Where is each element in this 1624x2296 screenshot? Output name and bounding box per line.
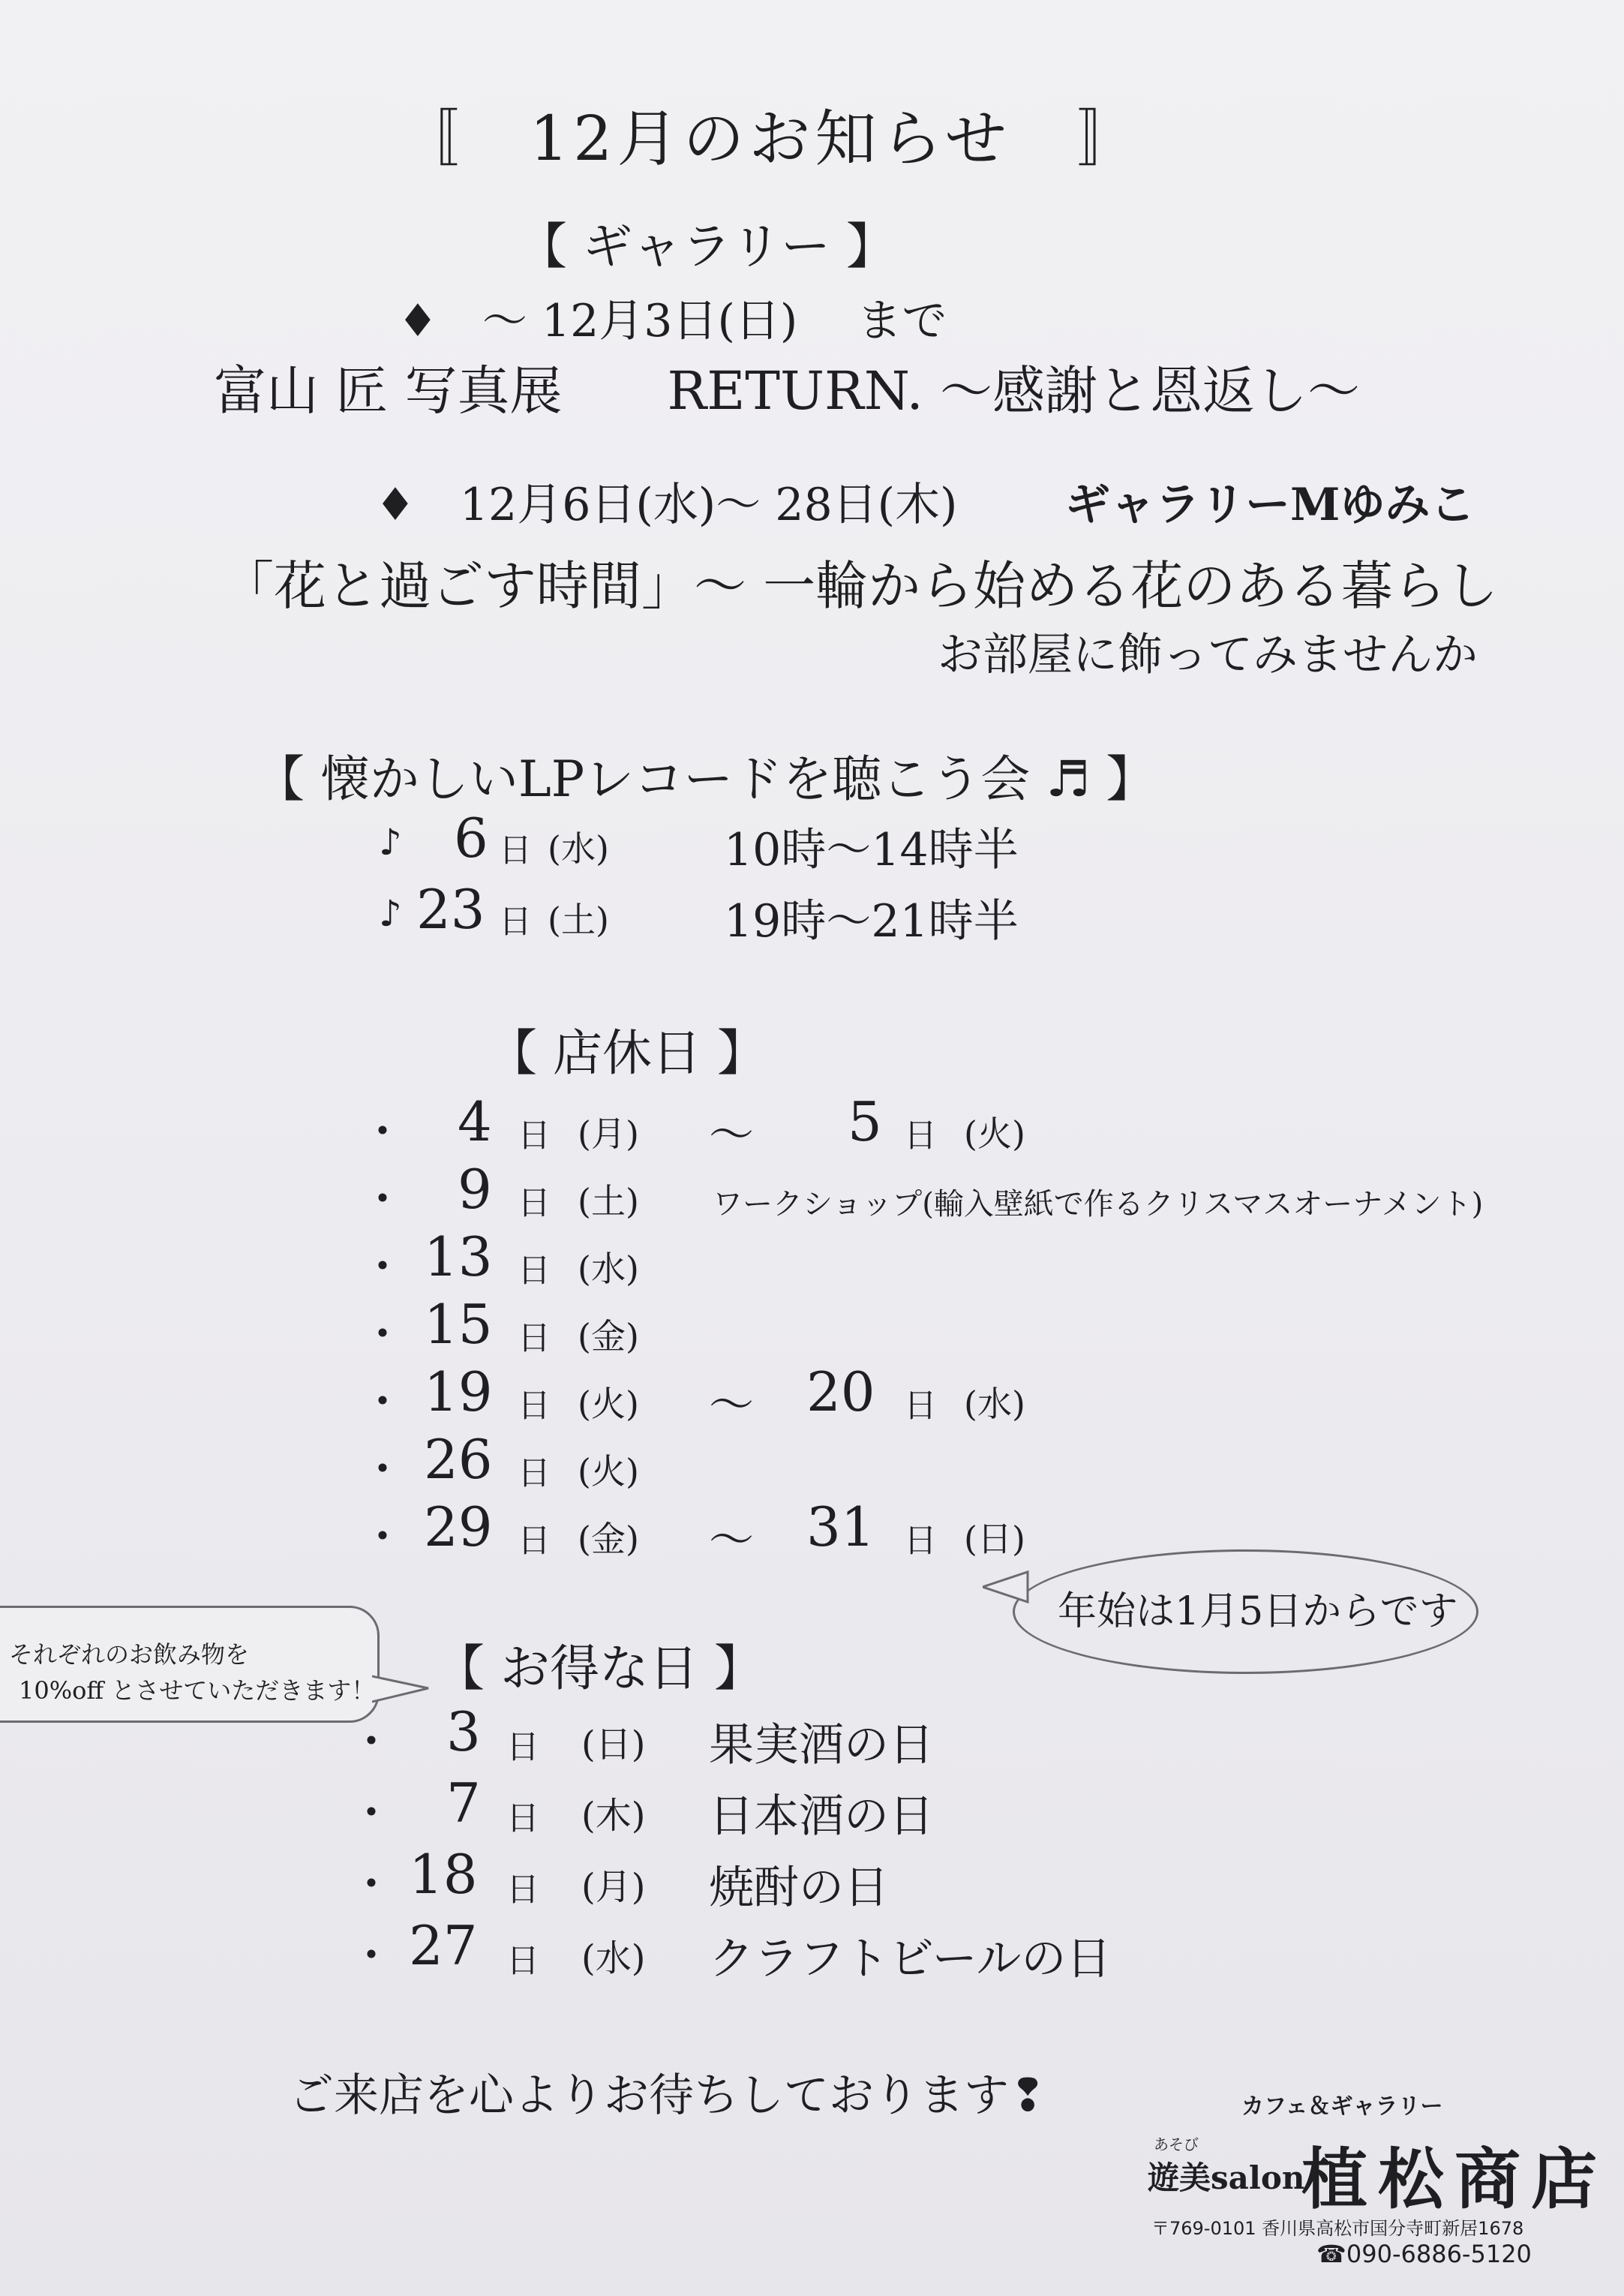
closed-weekday: (水) xyxy=(578,1249,639,1289)
bullet-dot: ・ xyxy=(349,1859,394,1911)
closed-day-row xyxy=(0,1158,1624,1227)
closed-day-row xyxy=(0,1293,1624,1362)
closed-weekday: (火) xyxy=(578,1451,639,1492)
range-tilde: ～ xyxy=(709,1514,754,1567)
shop-logo: 植松商店 xyxy=(1301,2140,1608,2218)
deal-weekday: (水) xyxy=(581,1937,646,1979)
session-weekday: (水) xyxy=(548,828,609,869)
deal-day: 18 xyxy=(409,1843,478,1906)
closed-day-end: 5 xyxy=(848,1090,882,1153)
deal-weekday: (月) xyxy=(581,1866,646,1908)
session-day: 6 xyxy=(454,807,488,870)
closed-day-end: 31 xyxy=(806,1495,875,1558)
deal-weekday: (木) xyxy=(581,1795,646,1837)
deals-heading: 【 お得な日 】 xyxy=(435,1639,764,1697)
closed-day-unit: 日 xyxy=(518,1252,551,1290)
discount-bubble-tail xyxy=(372,1675,432,1705)
gallery-heading: 【 ギャラリー 】 xyxy=(518,218,896,275)
session-time: 19時～21時半 xyxy=(724,895,1019,948)
closing-message: ご来店を心よりお待ちしております❢ xyxy=(289,2069,1047,2122)
deal-day: 27 xyxy=(409,1914,478,1977)
closed-day: 9 xyxy=(458,1158,492,1221)
closed-day-end: 20 xyxy=(806,1360,875,1423)
closed-day-unit: 日 xyxy=(518,1116,551,1155)
session-weekday: (土) xyxy=(548,900,609,940)
new-year-note: 年始は1月5日からです xyxy=(1058,1589,1458,1634)
lp-session-row xyxy=(0,807,1624,876)
bullet-dot: ・ xyxy=(360,1241,405,1294)
gallery-item2-subtitle: お部屋に飾ってみませんか xyxy=(938,629,1478,681)
closed-day: 15 xyxy=(424,1293,493,1356)
deal-weekday: (日) xyxy=(581,1724,646,1766)
closed-weekday-end: (水) xyxy=(964,1384,1025,1424)
page-title: 〚 12月のお知らせ 〛 xyxy=(398,104,1143,175)
closed-weekday: (金) xyxy=(578,1519,639,1559)
bullet-dot: ・ xyxy=(360,1511,405,1564)
closed-weekday-end: (火) xyxy=(964,1113,1025,1154)
discount-note-line1: それぞれのお飲み物を xyxy=(9,1640,250,1669)
closed-day-unit: 日 xyxy=(518,1319,551,1357)
footer-tagline: カフェ＆ギャラリー xyxy=(1241,2093,1443,2120)
closed-weekday-end: (日) xyxy=(964,1519,1025,1559)
closed-day-unit: 日 xyxy=(518,1522,551,1560)
closed-day-unit: 日 xyxy=(518,1454,551,1492)
diamond-icon: ♦ xyxy=(398,295,438,347)
deal-day-row xyxy=(0,1843,1624,1914)
music-note-icon: ♪ xyxy=(379,893,402,935)
deal-day-unit: 日 xyxy=(506,1728,539,1766)
closed-day: 29 xyxy=(424,1495,493,1558)
range-tilde: ～ xyxy=(709,1109,754,1162)
gallery-item1-date: ～ 12月3日(日) まで xyxy=(482,295,947,347)
closed-weekday: (月) xyxy=(578,1113,639,1154)
session-day-unit: 日 xyxy=(499,831,532,870)
deal-day-row xyxy=(0,1914,1624,1985)
deal-day-unit: 日 xyxy=(506,1799,539,1838)
footer-address: 〒769-0101 香川県高松市国分寺町新居1678 xyxy=(1151,2218,1524,2239)
closed-day-row xyxy=(0,1495,1624,1567)
closed-day-end-unit: 日 xyxy=(904,1522,937,1560)
gallery-item2-row xyxy=(375,469,957,533)
closed-day-row xyxy=(0,1428,1624,1497)
deal-day-unit: 日 xyxy=(506,1871,539,1909)
gallery-item1-row xyxy=(398,285,947,350)
closed-day-end-unit: 日 xyxy=(904,1387,937,1425)
session-day-unit: 日 xyxy=(499,903,532,941)
gallery-item2-date: 12月6日(水)～ 28日(木) xyxy=(459,479,958,531)
diamond-icon: ♦ xyxy=(375,479,416,531)
deal-day: 3 xyxy=(446,1700,481,1763)
gallery-item2-title: 「花と過ごす時間」～ 一輪から始める花のある暮らし xyxy=(221,555,1499,617)
closed-day-row xyxy=(0,1090,1624,1162)
closed-day: 19 xyxy=(424,1360,493,1423)
deal-label: 日本酒の日 xyxy=(709,1790,934,1843)
bullet-dot: ・ xyxy=(349,1930,394,1982)
deal-day-row xyxy=(0,1772,1624,1843)
deal-label: 果実酒の日 xyxy=(709,1719,934,1772)
deal-day: 7 xyxy=(446,1772,481,1835)
closed-day: 26 xyxy=(424,1428,493,1491)
closed-day-unit: 日 xyxy=(518,1184,551,1222)
closed-day-note: ワークショップ(輸入壁紙で作るクリスマスオーナメント) xyxy=(713,1187,1484,1222)
footer-ruby: あそび xyxy=(1154,2135,1199,2153)
bullet-dot: ・ xyxy=(360,1106,405,1159)
range-tilde: ～ xyxy=(709,1379,754,1432)
music-note-icon: ♪ xyxy=(379,822,402,864)
footer-phone: ☎090-6886-5120 xyxy=(1316,2240,1532,2268)
footer-brand: 遊美salon xyxy=(1148,2159,1305,2196)
session-day: 23 xyxy=(416,878,485,941)
closed-day-row xyxy=(0,1225,1624,1294)
closed-day: 4 xyxy=(458,1090,492,1153)
closed-day: 13 xyxy=(424,1225,493,1288)
gallery-item1-title: 富山 匠 写真展 RETURN. ～感謝と恩返し～ xyxy=(214,360,1360,422)
speech-bubble-tail xyxy=(983,1568,1035,1606)
bullet-dot: ・ xyxy=(349,1716,394,1769)
bullet-dot: ・ xyxy=(349,1787,394,1840)
closed-weekday: (金) xyxy=(578,1316,639,1357)
deal-label: クラフトビールの日 xyxy=(709,1933,1112,1985)
deal-day-row xyxy=(0,1700,1624,1772)
closed-day-end-unit: 日 xyxy=(904,1116,937,1155)
bullet-dot: ・ xyxy=(360,1309,405,1361)
closed-day-unit: 日 xyxy=(518,1387,551,1425)
closed-heading: 【 店休日 】 xyxy=(488,1024,767,1082)
closed-weekday: (土) xyxy=(578,1181,639,1222)
discount-note-line2: 10%off とさせていただきます！ xyxy=(19,1676,376,1705)
session-time: 10時～14時半 xyxy=(724,824,1019,876)
lp-session-row xyxy=(0,878,1624,948)
closed-weekday: (火) xyxy=(578,1384,639,1424)
gallery-item2-artist: ギャラリーMゆみこ xyxy=(1065,479,1475,531)
closed-day-row xyxy=(0,1360,1624,1432)
deal-day-unit: 日 xyxy=(506,1942,539,1980)
bullet-dot: ・ xyxy=(360,1376,405,1429)
bullet-dot: ・ xyxy=(360,1174,405,1226)
deal-label: 焼酎の日 xyxy=(709,1862,889,1914)
bullet-dot: ・ xyxy=(360,1444,405,1496)
lp-heading: 【 懐かしいLPレコードを聴こう会 ♬ 】 xyxy=(255,750,1156,808)
